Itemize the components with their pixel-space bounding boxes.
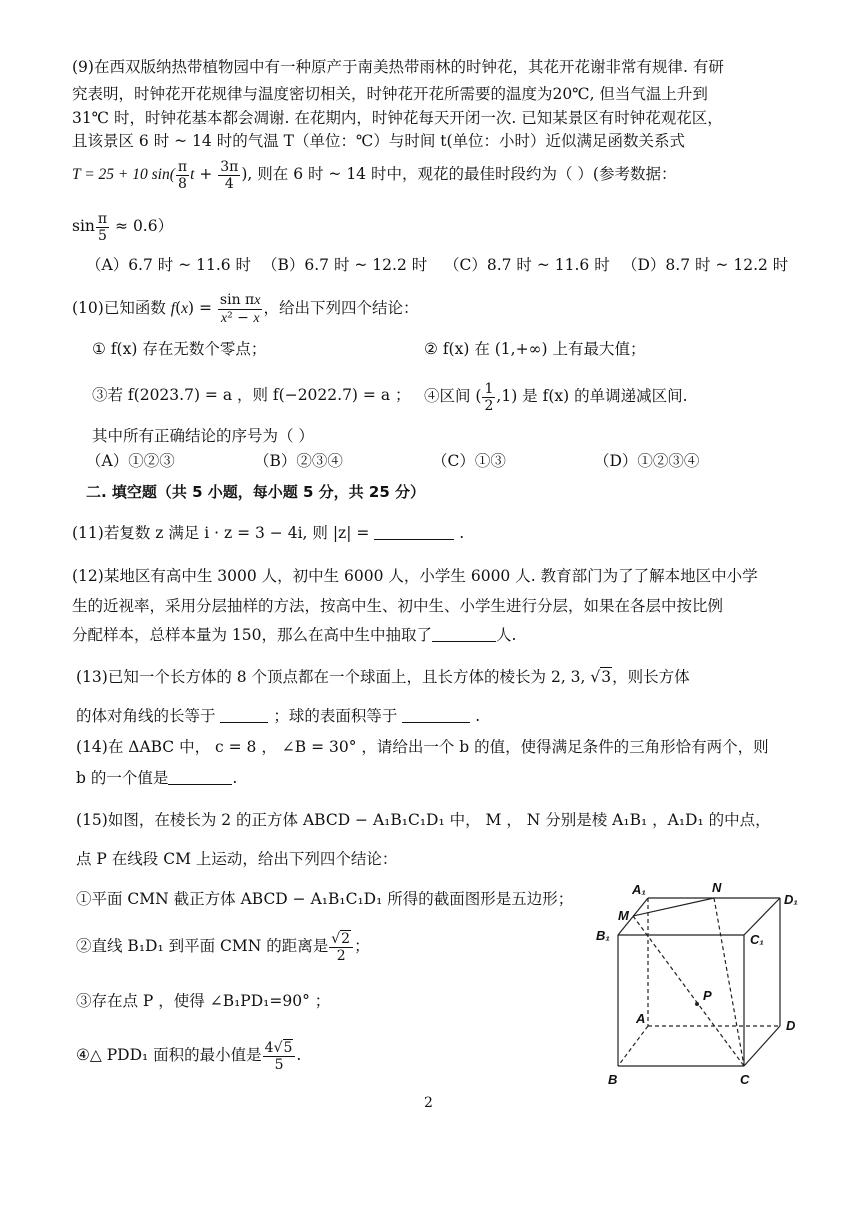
section-heading-fill-blank: 二. 填空题（共 5 小题，每小题 5 分，共 25 分） [86, 483, 426, 501]
q11-answer-blank[interactable] [374, 524, 454, 540]
pi-over-8-fraction: $\frac{\pi}{8}$ [177, 158, 188, 192]
q9-option-d: （D）8.7 时 ~ 12.2 时 [622, 256, 789, 274]
q9-line4: 且该景区 6 时 ~ 14 时的气温 T（单位：℃）与时间 t(单位：小时）近似满足函数关系式 [72, 132, 686, 150]
q12-line3: 分配样本，总样本量为 150，那么在高中生中抽取了 人. [72, 626, 517, 644]
q10-conclusion-3: ③若 f(2023.7) = a ，则 f(−2022.7) = a ； [92, 386, 411, 404]
q10-option-c: （C）①③ [432, 452, 506, 470]
q9-line2: 究表明，时钟花开花规律与温度密切相关，时钟花开花所需要的温度为20℃, 但当气温上升到 [72, 85, 708, 103]
q10-conclusion-1: ① f(x) 存在无数个零点； [92, 340, 267, 358]
label-A: A [636, 1011, 646, 1026]
q14-line1: (14)在 ΔABC 中， c = 8 ， ∠B = 30° ，请给出一个 b 的值，使得满足条件的三角形恰有两个，则 [76, 738, 769, 756]
q12-line1: (12)某地区有高中生 3000 人，初中生 6000 人，小学生 6000 人. 教育部门为了了解本地区中小学 [72, 567, 758, 585]
page-number: 2 [424, 1095, 433, 1111]
q15-line1: (15)如图，在棱长为 2 的正方体 ABCD − A₁B₁C₁D₁ 中， M ， N 分别是棱 A₁B₁ ，A₁D₁ 的中点， [76, 811, 771, 829]
edge-CD [744, 1026, 780, 1066]
label-B: B [608, 1072, 618, 1087]
q9-formula-suffix: ), 则在 6 时 ~ 14 时中，观花的最佳时段约为（ ）(参考数据： [241, 165, 677, 183]
label-D: D [786, 1018, 796, 1033]
q14-answer-blank[interactable] [168, 769, 232, 785]
q13-line2: 的体对角线的长等于 ；球的表面积等于 . [76, 707, 481, 725]
q14-line2: b 的一个值是 . [76, 769, 238, 787]
label-C1: C₁ [750, 932, 764, 947]
q10-conclusion-2: ② f(x) 在 (1,+∞) 上有最大值； [424, 340, 646, 358]
q15-conclusion-2: ②直线 B₁D₁ 到平面 CMN 的距离是 $\frac{√2}{2}$ ； [76, 930, 370, 964]
q9-formula-line: T = 25 + 10 sin( $\frac{\pi}{8}$ t + $\frac{3\pi}{4}$ ), 则在 6 时 ~ 14 时中，观花的最佳时段约为（ ）(参考数据： [72, 158, 677, 192]
label-M: M [618, 908, 629, 923]
edge-AB-hidden [618, 1026, 648, 1066]
label-D1: D₁ [784, 892, 798, 907]
q15-line2: 点 P 在线段 CM 上运动，给出下列四个结论： [76, 850, 398, 868]
q9-option-c: （C）8.7 时 ~ 11.6 时 [444, 256, 610, 274]
q9-option-b: （B）6.7 时 ~ 12.2 时 [262, 256, 428, 274]
q15-conclusion-1: ①平面 CMN 截正方体 ABCD − A₁B₁C₁D₁ 所得的截面图形是五边形； [76, 890, 574, 908]
q10-prompt: 其中所有正确结论的序号为（ ） [92, 427, 314, 445]
label-A1: A₁ [632, 882, 646, 897]
q9-ref-data: sin $\frac{\pi}{5}$ ≈ 0.6） [72, 210, 174, 244]
q13-surface-area-blank[interactable] [402, 707, 470, 723]
q11: (11)若复数 z 满足 i · z = 3 − 4i, 则 |z| = . [72, 524, 465, 542]
q9-option-a: （A）6.7 时 ~ 11.6 时 [86, 256, 252, 274]
label-C: C [740, 1072, 750, 1087]
q9-line1: (9)在西双版纳热带植物园中有一种原产于南美热带雨林的时钟花，其花开花谢非常有规律. 有研 [72, 58, 724, 76]
q10-function-fraction: $\frac{\text{sin πx}}{\text{x² − x}}$ [219, 291, 261, 326]
q15-conclusion-4: ④△ PDD₁ 面积的最小值是 $\frac{4√5}{5}$ . [76, 1039, 302, 1073]
q10-option-b: （B）②③④ [254, 452, 343, 470]
q12-answer-blank[interactable] [432, 626, 496, 642]
segment-NC [714, 898, 744, 1066]
q10-conclusion-4: ④区间 ( $\frac{1}{2}$ ,1) 是 f(x) 的单调递减区间. [424, 380, 688, 414]
label-P: P [703, 988, 712, 1003]
segment-MC [633, 916, 744, 1066]
q10-option-a: （A）①②③ [86, 452, 175, 470]
label-N: N [712, 880, 722, 895]
q9-formula-prefix: T = 25 + 10 sin( [72, 166, 175, 183]
q13-line1: (13)已知一个长方体的 8 个顶点都在一个球面上，且长方体的棱长为 2, 3, √3，则长方体 [76, 668, 690, 686]
edge-D1C1 [744, 898, 780, 935]
q10-option-d: （D）①②③④ [594, 452, 700, 470]
point-P [695, 1002, 699, 1006]
q10-intro: (10)已知函数 f(x) = $\frac{\text{sin πx}}{\text{x² − x}}$ ，给出下列四个结论： [72, 291, 419, 326]
3pi-over-4-fraction: $\frac{3\pi}{4}$ [220, 158, 239, 192]
q12-line2: 生的近视率，采用分层抽样的方法，按高中生、初中生、小学生进行分层，如果在各层中按比例 [72, 597, 724, 615]
q15-conclusion-3: ③存在点 P ，使得 ∠B₁PD₁=90° ； [76, 992, 331, 1010]
cube-figure [590, 878, 820, 1090]
label-B1: B₁ [596, 928, 610, 943]
q13-diagonal-blank[interactable] [220, 707, 268, 723]
q9-line3: 31℃ 时，时钟花基本都会凋谢. 在花期内，时钟花每天开闭一次. 已知某景区有时钟花观花区， [72, 109, 723, 127]
